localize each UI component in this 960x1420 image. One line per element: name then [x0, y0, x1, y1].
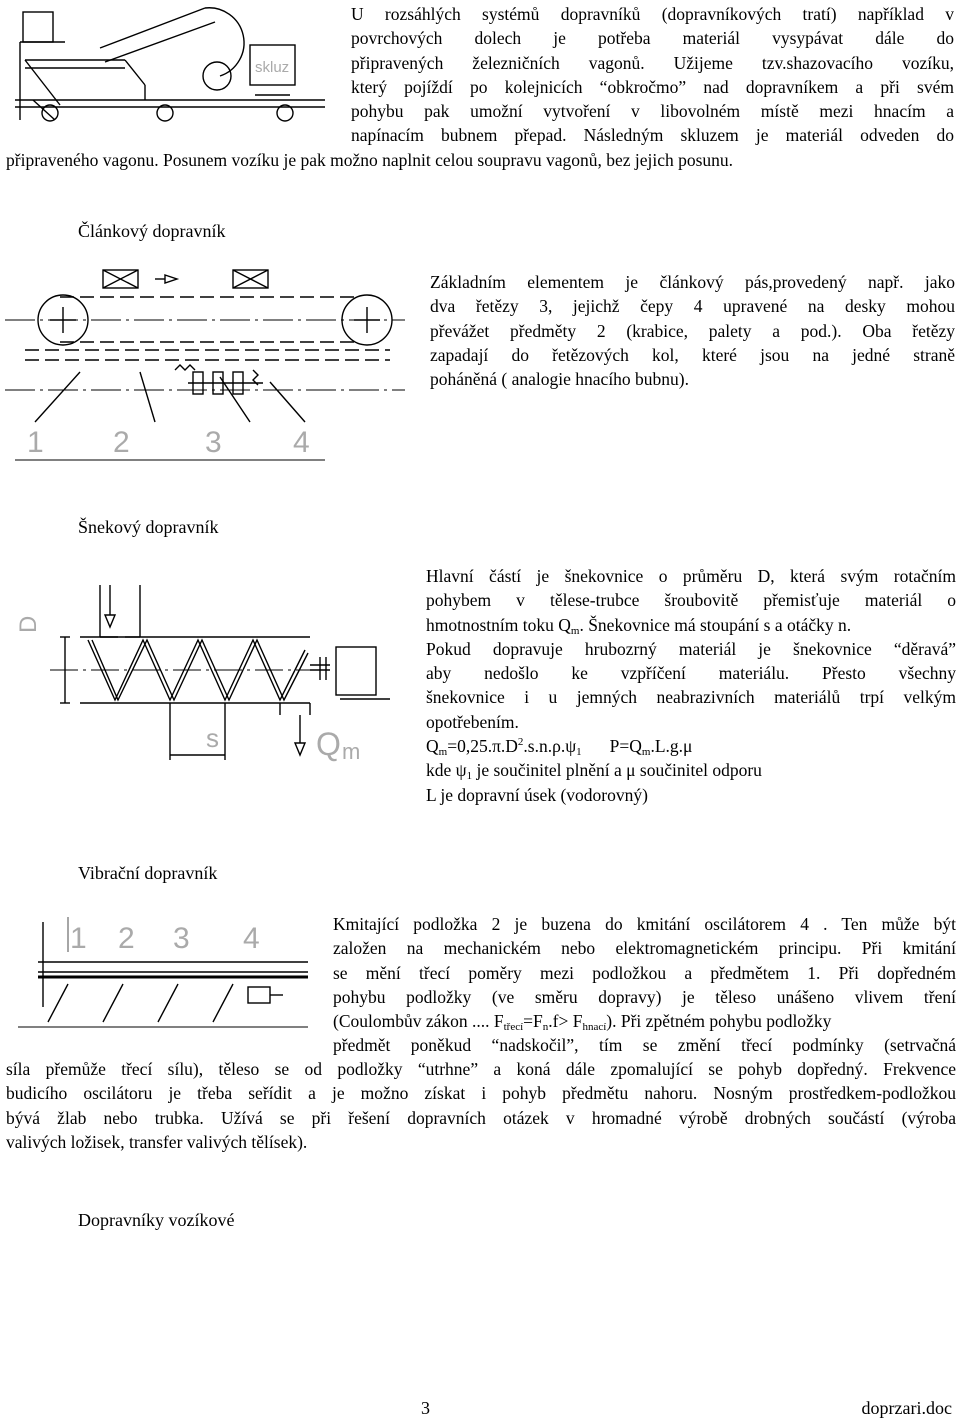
vib-fig-label-4: 4: [243, 922, 260, 955]
skluz-label: skluz: [255, 59, 290, 76]
paragraph-tripper-car-end: připraveného vagonu. Posunem vozíku je pak možno naplnit celou soupravu vagonů, bez jejich posunu.: [6, 150, 734, 170]
paragraph-vibratory-conveyor: Kmitající podložka 2 je buzena do kmitání oscilátorem 4 . Ten může být založen na mechanickém nebo elektromagnetickém principu. Při kmitání se mění třecí poměry mezi podložkou a předmětem 1. Při dopředném pohybu podložky (ve směru dopravy) je těleso unášeno vlivem tření (Coulombův zákon .... $F_{třecí}=F_n.f> F_{hnací}$). Při zpětném pohybu podložky předmět poněkud “nadskočil”, tím se změní třecí podmínky (setrvačná: [333, 914, 956, 1056]
screw-conveyor-figure: [10, 575, 405, 780]
paragraph-screw-conveyor: Hlavní částí je šnekovnice o průměru D, která svým rotačním pohybem v tělese-trubce šroubovitě přemisťuje materiál o hmotnostním toku $Q_m$. Šnekovnice má stoupání s a otáčky n. Pokud dopravuje hrubozrný materiál je šnekovnice “děravá” aby nedošlo ke vzpříčení materiálu. Přesto všechny šnekovnice i u jemných neabrazivních materiálů trpí velkým opotřebením. $Q_m=0,25.\pi.D^2.s.n.\rho.\psi_1$ $P=Q_m.L.g.\mu$ kde $\psi_1$ je součinitel plnění a μ součinitel odporu L je dopravní úsek (vodorovný): [426, 566, 956, 805]
fig-label-3: 3: [205, 426, 222, 459]
fig-label-d: D: [15, 615, 42, 633]
tripper-car-figure: [5, 0, 335, 135]
fig-label-q: Q: [316, 726, 341, 762]
page-number: 3: [421, 1398, 430, 1418]
vib-fig-label-2: 2: [118, 922, 135, 955]
fig-label-4: 4: [293, 426, 310, 459]
paragraph-vibratory-conveyor-end: síla přemůže třecí sílu), těleso se od podložky “utrhne” a koná dále zpomalující se pohyb dopředný. Frekvence budicího oscilátoru je třeba seřídit a je možno získat i pohyb předmětu nahoru. Nosným prostředkem-podložkou bývá žlab nebo trubka. Užívá se při řešení dopravních otázek v hromadné výrobě drobných součástí (výroba valivých ložisek, transfer valivých tělísek).: [6, 1059, 956, 1152]
slat-conveyor-figure: [5, 262, 405, 467]
paragraph-slat-conveyor: Základním elementem je článkový pás,provedený např. jako dva řetězy 3, jejichž čepy 4 upravené na desky mohou převážet předměty 2 (krabice, palety a pod.). Oba řetězy zapadají do řetězových kol, které jsou na jedné straně poháněná ( analogie hnacího bubnu).: [430, 272, 955, 390]
coulomb-line: (Coulombův zákon .... $F_{třecí}=F_n.f> F_{hnací}$). Při zpětném pohybu podložky: [333, 1011, 832, 1034]
fig-label-q-sub: m: [342, 739, 361, 764]
heading-dopravniky-vozikove: Dopravníky vozíkové: [78, 1210, 235, 1230]
fig-label-1: 1: [27, 426, 44, 459]
vibratory-conveyor-figure: [8, 912, 313, 1047]
fig-label-2: 2: [113, 426, 130, 459]
heading-vibracni-dopravnik: Vibrační dopravník: [78, 863, 218, 883]
screw-formula: $Q_m=0,25.\pi.D^2.s.n.\rho.\psi_1$ $P=Q_m.L.g.\mu$: [426, 736, 693, 759]
footer-filename: doprzari.doc: [861, 1398, 952, 1418]
paragraph-tripper-car: U rozsáhlých systémů dopravníků (dopravníkových tratí) například v povrchových dolech je potřeba materiál vysypávat dále do připravených železničních vagonů. Užijeme tzv.shazovacího vozíku, který pojíždí po kolejnicích “obkročmo” nad dopravníkem a při svém pohybu pak umožní vytvoření v libovolném místě mezi hnacím a napínacím bubnem přepad. Následným skluzem je materiál odveden do: [351, 4, 954, 146]
vib-fig-label-3: 3: [173, 922, 190, 955]
heading-snekovy-dopravnik: Šnekový dopravník: [78, 517, 219, 537]
vib-fig-label-1: 1: [70, 922, 87, 955]
fig-label-s: s: [206, 723, 219, 753]
heading-clankovy-dopravnik: Článkový dopravník: [78, 221, 226, 241]
